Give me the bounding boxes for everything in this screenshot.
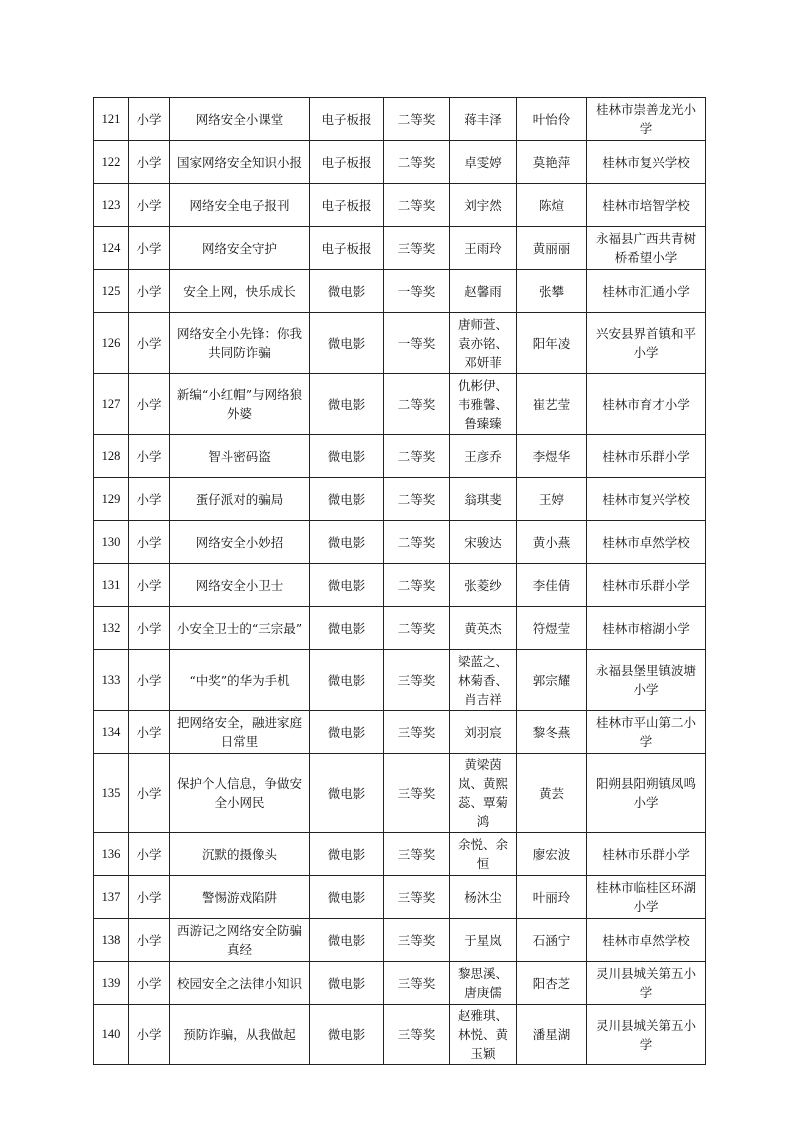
cell-work-type: 微电影 xyxy=(310,919,384,962)
cell-level: 小学 xyxy=(129,313,170,374)
cell-award: 二等奖 xyxy=(384,141,450,184)
cell-work-type: 微电影 xyxy=(310,374,384,435)
cell-teacher: 莫艳萍 xyxy=(517,141,587,184)
cell-students: 刘宇然 xyxy=(450,184,517,227)
cell-title: 沉默的摄像头 xyxy=(170,833,310,876)
table-row xyxy=(94,876,706,919)
cell-teacher: 阳年凌 xyxy=(517,313,587,374)
cell-school: 桂林市汇通小学 xyxy=(587,270,706,313)
cell-school: 桂林市临桂区环湖小学 xyxy=(587,876,706,919)
cell-title: 网络安全小卫士 xyxy=(170,564,310,607)
cell-work-type: 微电影 xyxy=(310,650,384,711)
cell-award: 二等奖 xyxy=(384,435,450,478)
cell-title: 智斗密码盗 xyxy=(170,435,310,478)
cell-work-type: 微电影 xyxy=(310,270,384,313)
awards-table xyxy=(93,97,706,1065)
cell-teacher: 黄丽丽 xyxy=(517,227,587,270)
cell-level: 小学 xyxy=(129,711,170,754)
table-row xyxy=(94,435,706,478)
table-row xyxy=(94,754,706,833)
cell-number: 127 xyxy=(94,374,129,435)
cell-work-type: 微电影 xyxy=(310,564,384,607)
cell-title: 警惕游戏陷阱 xyxy=(170,876,310,919)
cell-school: 灵川县城关第五小学 xyxy=(587,1005,706,1065)
cell-teacher: 郭宗耀 xyxy=(517,650,587,711)
cell-teacher: 王婷 xyxy=(517,478,587,521)
cell-title: 网络安全小课堂 xyxy=(170,98,310,141)
cell-teacher: 黄芸 xyxy=(517,754,587,833)
cell-level: 小学 xyxy=(129,435,170,478)
cell-students: 赵雅琪、林悦、黄玉颖 xyxy=(450,1005,517,1065)
cell-students: 唐师萱、袁亦铭、邓妍菲 xyxy=(450,313,517,374)
cell-school: 桂林市崇善龙光小学 xyxy=(587,98,706,141)
cell-title: 网络安全守护 xyxy=(170,227,310,270)
table-row xyxy=(94,919,706,962)
table-row xyxy=(94,607,706,650)
cell-title: “中奖”的华为手机 xyxy=(170,650,310,711)
cell-teacher: 石涵宁 xyxy=(517,919,587,962)
table-row xyxy=(94,270,706,313)
cell-work-type: 电子板报 xyxy=(310,141,384,184)
cell-level: 小学 xyxy=(129,919,170,962)
cell-award: 三等奖 xyxy=(384,833,450,876)
cell-school: 桂林市乐群小学 xyxy=(587,833,706,876)
cell-teacher: 崔艺莹 xyxy=(517,374,587,435)
table-row xyxy=(94,711,706,754)
cell-teacher: 陈煊 xyxy=(517,184,587,227)
cell-award: 三等奖 xyxy=(384,711,450,754)
cell-level: 小学 xyxy=(129,270,170,313)
cell-number: 128 xyxy=(94,435,129,478)
cell-work-type: 微电影 xyxy=(310,754,384,833)
cell-students: 王雨玲 xyxy=(450,227,517,270)
cell-work-type: 微电影 xyxy=(310,521,384,564)
cell-teacher: 符煜莹 xyxy=(517,607,587,650)
cell-number: 126 xyxy=(94,313,129,374)
cell-title: 网络安全小妙招 xyxy=(170,521,310,564)
cell-level: 小学 xyxy=(129,876,170,919)
cell-number: 132 xyxy=(94,607,129,650)
table-row xyxy=(94,141,706,184)
cell-teacher: 黄小燕 xyxy=(517,521,587,564)
cell-work-type: 电子板报 xyxy=(310,98,384,141)
table-row xyxy=(94,313,706,374)
cell-title: 把网络安全，融进家庭日常里 xyxy=(170,711,310,754)
cell-students: 黎思溪、唐庚儒 xyxy=(450,962,517,1005)
cell-work-type: 电子板报 xyxy=(310,227,384,270)
cell-students: 张菱纱 xyxy=(450,564,517,607)
cell-school: 桂林市复兴学校 xyxy=(587,141,706,184)
cell-number: 123 xyxy=(94,184,129,227)
cell-school: 兴安县界首镇和平小学 xyxy=(587,313,706,374)
cell-work-type: 微电影 xyxy=(310,962,384,1005)
cell-work-type: 微电影 xyxy=(310,711,384,754)
cell-level: 小学 xyxy=(129,98,170,141)
table-row xyxy=(94,374,706,435)
cell-award: 三等奖 xyxy=(384,650,450,711)
cell-teacher: 黎冬燕 xyxy=(517,711,587,754)
cell-award: 二等奖 xyxy=(384,521,450,564)
cell-award: 三等奖 xyxy=(384,919,450,962)
cell-title: 网络安全小先锋：你我共同防诈骗 xyxy=(170,313,310,374)
cell-school: 永福县堡里镇波塘小学 xyxy=(587,650,706,711)
cell-level: 小学 xyxy=(129,374,170,435)
table-row xyxy=(94,184,706,227)
cell-students: 蒋丰泽 xyxy=(450,98,517,141)
table-row xyxy=(94,650,706,711)
table-row xyxy=(94,521,706,564)
cell-award: 二等奖 xyxy=(384,478,450,521)
cell-school: 桂林市卓然学校 xyxy=(587,919,706,962)
cell-number: 125 xyxy=(94,270,129,313)
cell-title: 小安全卫士的“三宗最” xyxy=(170,607,310,650)
cell-students: 余悦、余恒 xyxy=(450,833,517,876)
cell-title: 国家网络安全知识小报 xyxy=(170,141,310,184)
cell-number: 137 xyxy=(94,876,129,919)
table-row xyxy=(94,227,706,270)
table-row xyxy=(94,564,706,607)
cell-level: 小学 xyxy=(129,141,170,184)
cell-award: 三等奖 xyxy=(384,876,450,919)
cell-teacher: 张攀 xyxy=(517,270,587,313)
cell-number: 131 xyxy=(94,564,129,607)
cell-level: 小学 xyxy=(129,1005,170,1065)
cell-work-type: 微电影 xyxy=(310,435,384,478)
cell-title: 安全上网，快乐成长 xyxy=(170,270,310,313)
cell-students: 翁琪斐 xyxy=(450,478,517,521)
cell-award: 三等奖 xyxy=(384,1005,450,1065)
cell-students: 宋骏达 xyxy=(450,521,517,564)
cell-level: 小学 xyxy=(129,607,170,650)
cell-award: 二等奖 xyxy=(384,564,450,607)
cell-teacher: 阳杏芝 xyxy=(517,962,587,1005)
cell-level: 小学 xyxy=(129,650,170,711)
cell-number: 121 xyxy=(94,98,129,141)
cell-level: 小学 xyxy=(129,564,170,607)
cell-title: 网络安全电子报刊 xyxy=(170,184,310,227)
cell-number: 122 xyxy=(94,141,129,184)
cell-title: 校园安全之法律小知识 xyxy=(170,962,310,1005)
cell-number: 135 xyxy=(94,754,129,833)
cell-school: 桂林市乐群小学 xyxy=(587,564,706,607)
cell-students: 王彦乔 xyxy=(450,435,517,478)
cell-school: 永福县广西共青树桥希望小学 xyxy=(587,227,706,270)
cell-award: 二等奖 xyxy=(384,607,450,650)
cell-work-type: 微电影 xyxy=(310,1005,384,1065)
cell-school: 桂林市卓然学校 xyxy=(587,521,706,564)
cell-number: 129 xyxy=(94,478,129,521)
cell-students: 于星岚 xyxy=(450,919,517,962)
cell-work-type: 微电影 xyxy=(310,313,384,374)
cell-students: 刘羽宸 xyxy=(450,711,517,754)
awards-table-body xyxy=(94,98,706,1065)
cell-award: 二等奖 xyxy=(384,374,450,435)
cell-students: 赵馨雨 xyxy=(450,270,517,313)
cell-students: 仇彬伊、韦雅馨、鲁臻臻 xyxy=(450,374,517,435)
cell-work-type: 微电影 xyxy=(310,876,384,919)
cell-level: 小学 xyxy=(129,227,170,270)
cell-level: 小学 xyxy=(129,521,170,564)
cell-title: 新编“小红帽”与网络狼外婆 xyxy=(170,374,310,435)
cell-school: 桂林市平山第二小学 xyxy=(587,711,706,754)
cell-teacher: 李佳倩 xyxy=(517,564,587,607)
cell-number: 136 xyxy=(94,833,129,876)
table-row xyxy=(94,478,706,521)
cell-award: 一等奖 xyxy=(384,313,450,374)
cell-number: 134 xyxy=(94,711,129,754)
cell-school: 桂林市培智学校 xyxy=(587,184,706,227)
cell-students: 黄梁茵岚、黄熙蕊、覃菊鸿 xyxy=(450,754,517,833)
cell-school: 桂林市榕湖小学 xyxy=(587,607,706,650)
table-row xyxy=(94,98,706,141)
cell-title: 保护个人信息，争做安全小网民 xyxy=(170,754,310,833)
cell-school: 桂林市乐群小学 xyxy=(587,435,706,478)
cell-number: 139 xyxy=(94,962,129,1005)
cell-number: 138 xyxy=(94,919,129,962)
cell-award: 二等奖 xyxy=(384,98,450,141)
cell-work-type: 微电影 xyxy=(310,478,384,521)
cell-number: 130 xyxy=(94,521,129,564)
cell-teacher: 李煜华 xyxy=(517,435,587,478)
cell-level: 小学 xyxy=(129,962,170,1005)
cell-number: 140 xyxy=(94,1005,129,1065)
cell-school: 桂林市复兴学校 xyxy=(587,478,706,521)
cell-teacher: 叶丽玲 xyxy=(517,876,587,919)
table-row xyxy=(94,962,706,1005)
cell-level: 小学 xyxy=(129,184,170,227)
cell-work-type: 微电影 xyxy=(310,607,384,650)
cell-school: 阳朔县阳朔镇凤鸣小学 xyxy=(587,754,706,833)
cell-work-type: 电子板报 xyxy=(310,184,384,227)
table-row xyxy=(94,833,706,876)
cell-level: 小学 xyxy=(129,754,170,833)
cell-title: 蛋仔派对的骗局 xyxy=(170,478,310,521)
cell-award: 一等奖 xyxy=(384,270,450,313)
cell-title: 预防诈骗，从我做起 xyxy=(170,1005,310,1065)
cell-award: 三等奖 xyxy=(384,962,450,1005)
cell-award: 三等奖 xyxy=(384,227,450,270)
cell-students: 卓雯婷 xyxy=(450,141,517,184)
cell-level: 小学 xyxy=(129,478,170,521)
cell-award: 三等奖 xyxy=(384,754,450,833)
cell-students: 杨沐尘 xyxy=(450,876,517,919)
cell-number: 124 xyxy=(94,227,129,270)
cell-level: 小学 xyxy=(129,833,170,876)
cell-teacher: 叶怡伶 xyxy=(517,98,587,141)
cell-students: 黄英杰 xyxy=(450,607,517,650)
cell-students: 梁蓝之、林菊香、肖吉祥 xyxy=(450,650,517,711)
cell-title: 西游记之网络安全防骗真经 xyxy=(170,919,310,962)
cell-teacher: 潘星湖 xyxy=(517,1005,587,1065)
cell-work-type: 微电影 xyxy=(310,833,384,876)
cell-teacher: 廖宏波 xyxy=(517,833,587,876)
cell-school: 桂林市育才小学 xyxy=(587,374,706,435)
cell-number: 133 xyxy=(94,650,129,711)
cell-school: 灵川县城关第五小学 xyxy=(587,962,706,1005)
cell-award: 二等奖 xyxy=(384,184,450,227)
table-row xyxy=(94,1005,706,1065)
